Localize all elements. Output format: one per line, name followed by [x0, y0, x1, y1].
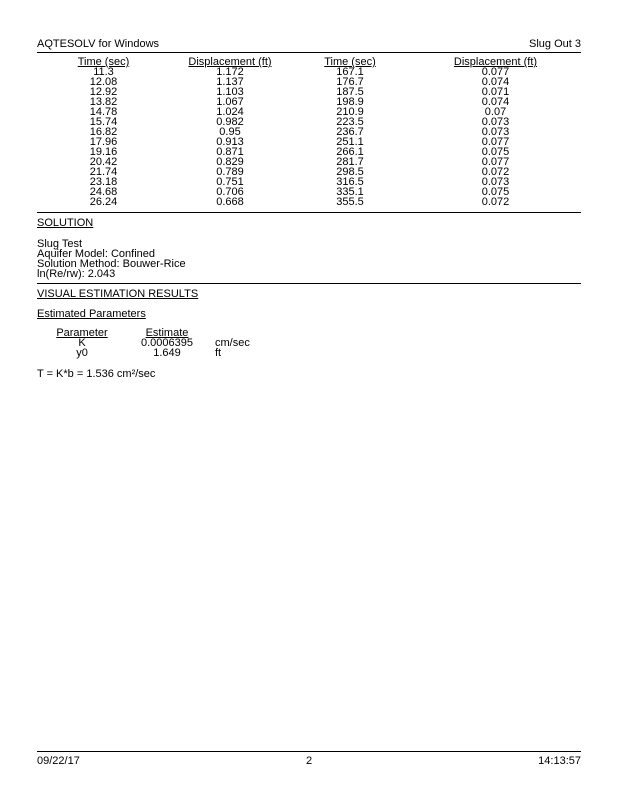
estimate-header: Estimate	[145, 327, 189, 339]
footer-time: 14:13:57	[538, 755, 581, 767]
document-title: Slug Out 3	[529, 38, 581, 50]
column-header: Time (sec)	[77, 56, 130, 68]
solution-title: SOLUTION	[37, 217, 94, 229]
transmissivity-line: T = K*b = 1.536 cm²/sec	[37, 368, 156, 380]
table-cell: 19.16	[89, 146, 118, 158]
footer-divider	[37, 751, 581, 752]
data-table	[37, 57, 581, 207]
table-cell: 0.073	[481, 116, 510, 128]
estimated-parameters-title: Estimated Parameters	[37, 308, 146, 320]
table-cell: 1.024	[216, 106, 244, 118]
table-cell: 17.96	[89, 136, 118, 148]
table-cell: 0.982	[216, 116, 244, 128]
table-cell: 335.1	[336, 186, 364, 198]
table-cell: 16.82	[89, 126, 118, 138]
parameter-name: y0	[76, 347, 88, 359]
table-cell: 12.08	[89, 76, 118, 88]
table-cell: 23.18	[89, 176, 118, 188]
table-cell: 26.24	[89, 196, 118, 208]
table-cell: 0.075	[481, 186, 510, 198]
table-cell: 0.071	[481, 86, 510, 98]
table-cell: 1.172	[216, 66, 244, 78]
column-header: Time (sec)	[324, 56, 376, 68]
table-cell: 0.077	[481, 66, 510, 78]
table-cell: 20.42	[89, 156, 118, 168]
parameter-row	[37, 348, 275, 358]
table-cell: 12.92	[89, 86, 118, 98]
parameter-name: K	[78, 337, 86, 349]
page-header	[37, 37, 581, 51]
table-cell: 0.073	[481, 126, 510, 138]
table-cell: 0.829	[216, 156, 244, 168]
table-cell: 0.789	[216, 166, 244, 178]
parameter-unit: cm/sec	[215, 337, 250, 349]
table-cell: 0.913	[216, 136, 244, 148]
solution-line: Aquifer Model: Confined	[37, 248, 156, 260]
table-cell: 167.1	[336, 66, 364, 78]
header-divider	[37, 52, 581, 53]
parameters-table	[37, 328, 275, 358]
table-cell: 281.7	[336, 156, 364, 168]
footer-date: 09/22/17	[37, 755, 80, 767]
solution-line: Slug Test	[37, 238, 83, 250]
table-cell: 266.1	[336, 146, 364, 158]
table-cell: 236.7	[336, 126, 364, 138]
table-cell: 14.78	[89, 106, 118, 118]
table-cell: 0.074	[481, 96, 510, 108]
table-cell: 316.5	[336, 176, 364, 188]
parameter-estimate: 1.649	[153, 347, 181, 359]
table-cell: 355.5	[336, 196, 364, 208]
table-cell: 0.073	[481, 176, 510, 188]
table-cell: 0.075	[481, 146, 510, 158]
table-cell: 21.74	[89, 166, 118, 178]
solution-line: Solution Method: Bouwer-Rice	[37, 258, 186, 270]
column-header: Displacement (ft)	[188, 56, 272, 68]
page-number: 2	[305, 755, 313, 767]
table-cell: 13.82	[89, 96, 118, 108]
parameter-header: Parameter	[56, 327, 108, 339]
table-cell: 0.95	[219, 126, 241, 138]
table-cell: 11.3	[93, 66, 114, 78]
section-divider	[37, 283, 581, 284]
solution-info	[37, 239, 186, 279]
table-cell: 0.074	[481, 76, 510, 88]
solution-line: ln(Re/rw): 2.043	[37, 268, 116, 280]
app-title: AQTESOLV for Windows	[37, 38, 160, 50]
table-cell: 0.668	[216, 196, 244, 208]
table-cell: 0.706	[216, 186, 244, 198]
table-cell: 198.9	[336, 96, 364, 108]
table-cell: 0.751	[216, 176, 244, 188]
parameter-unit: ft	[215, 347, 222, 359]
column-header: Displacement (ft)	[453, 56, 538, 68]
table-cell: 223.5	[336, 116, 364, 128]
table-cell: 1.067	[216, 96, 244, 108]
table-cell: 176.7	[336, 76, 364, 88]
table-cell: 15.74	[89, 116, 118, 128]
page-footer	[37, 754, 581, 768]
table-cell: 0.077	[481, 136, 510, 148]
table-cell: 0.072	[481, 166, 510, 178]
table-cell: 0.072	[481, 196, 510, 208]
table-row	[37, 197, 581, 207]
table-cell: 187.5	[336, 86, 364, 98]
table-cell: 24.68	[89, 186, 118, 198]
table-cell: 298.5	[336, 166, 364, 178]
parameter-estimate: 0.0006395	[141, 337, 193, 349]
table-cell: 251.1	[336, 136, 364, 148]
table-cell: 210.9	[336, 106, 364, 118]
visual-results-title: VISUAL ESTIMATION RESULTS	[37, 288, 199, 300]
table-cell: 1.137	[216, 76, 244, 88]
table-cell: 0.077	[481, 156, 510, 168]
section-divider	[37, 212, 581, 213]
table-cell: 1.103	[216, 86, 244, 98]
table-cell: 0.07	[484, 106, 507, 118]
table-cell: 0.871	[216, 146, 244, 158]
